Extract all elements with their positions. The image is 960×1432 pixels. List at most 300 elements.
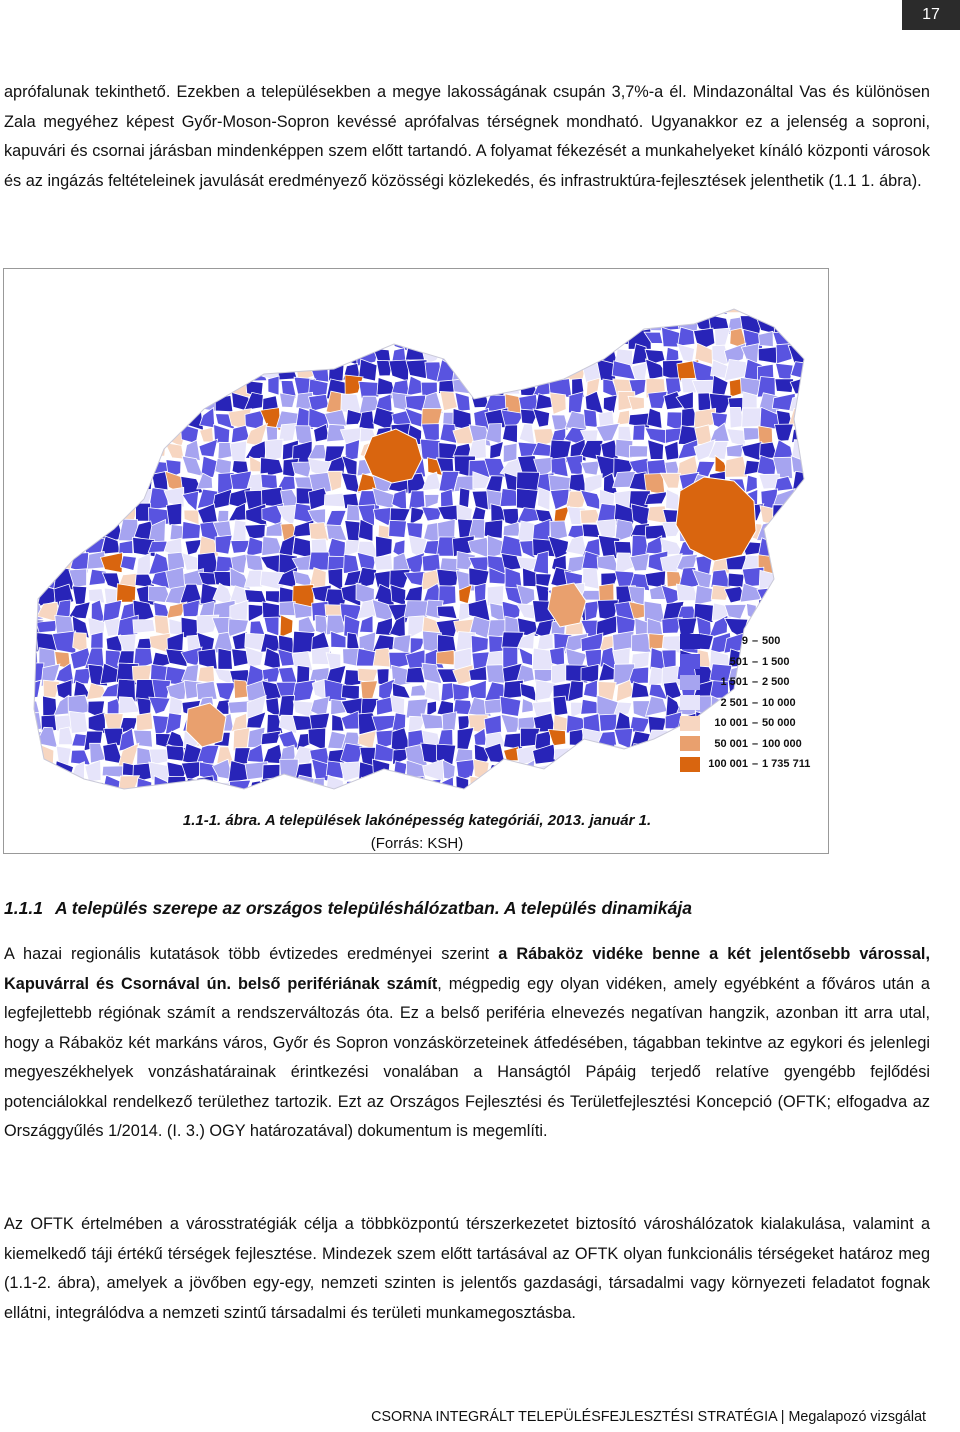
settlement-cell	[437, 330, 460, 348]
settlement-cell	[245, 524, 266, 539]
paragraph-bold-text: a Rábaköz vidéke benne a két jelentősebb várossal, Kapuvárral és Csornával ún. belső perifériának számít	[4, 945, 930, 993]
settlement-cell	[538, 327, 553, 345]
settlement-cell	[182, 328, 204, 351]
settlement-cell	[326, 330, 345, 351]
settlement-cell	[38, 536, 58, 556]
settlement-cell	[762, 791, 778, 814]
settlement-cell	[277, 344, 297, 366]
settlement-cell	[391, 695, 405, 715]
settlement-cell	[164, 376, 187, 399]
settlement-cell	[724, 781, 743, 798]
settlement-cell	[276, 334, 296, 347]
settlement-cell	[597, 764, 617, 777]
paragraph-text: A hazai regionális kutatások több évtizedes eredményei szerint	[4, 945, 499, 963]
settlement-cell	[89, 472, 105, 491]
settlement-cell	[500, 489, 518, 507]
settlement-cell	[805, 458, 823, 477]
settlement-cell	[25, 391, 44, 414]
settlement-cell	[36, 620, 57, 632]
settlement-cell	[119, 425, 139, 447]
settlement-cell	[52, 456, 69, 475]
settlement-cell	[149, 794, 168, 813]
settlement-cell	[584, 409, 598, 427]
settlement-cell	[263, 792, 283, 812]
settlement-cell	[729, 791, 747, 811]
settlement-cell	[116, 794, 133, 813]
settlement-cell	[344, 554, 360, 573]
settlement-cell	[23, 444, 43, 461]
settlement-cell	[645, 730, 668, 751]
settlement-cell	[389, 318, 410, 331]
legend-swatch	[680, 757, 700, 772]
settlement-cell	[116, 366, 139, 382]
settlement-cell	[535, 363, 551, 383]
settlement-cell	[406, 667, 425, 683]
settlement-cell	[581, 664, 599, 682]
settlement-cell	[504, 295, 518, 317]
settlement-cell	[789, 781, 812, 799]
settlement-cell	[102, 766, 124, 777]
settlement-cell	[249, 299, 265, 318]
settlement-cell	[440, 391, 457, 410]
settlement-cell	[648, 506, 667, 524]
settlement-cell	[628, 793, 648, 812]
settlement-cell	[21, 344, 43, 364]
settlement-cell	[23, 459, 44, 478]
settlement-cell	[504, 380, 520, 394]
settlement-cell	[150, 380, 171, 393]
legend-row	[680, 652, 820, 673]
settlement-cell	[132, 297, 150, 317]
settlement-cell	[728, 573, 744, 587]
settlement-cell	[53, 489, 75, 508]
settlement-cell	[213, 381, 233, 395]
settlement-cell	[389, 520, 407, 537]
settlement-cell	[805, 508, 822, 521]
settlement-cell	[678, 777, 699, 797]
settlement-cell	[230, 441, 247, 462]
settlement-cell	[486, 296, 503, 315]
settlement-cell	[612, 764, 635, 776]
settlement-cell	[811, 551, 828, 571]
settlement-cell	[759, 570, 778, 590]
settlement-cell	[569, 392, 584, 413]
settlement-cell	[41, 409, 59, 424]
settlement-cell	[484, 520, 503, 539]
settlement-cell	[166, 330, 187, 349]
intro-paragraph: aprófalunak tekinthető. Ezekben a településekben a megye lakosságának csupán 3,7%-a él. Mindazonáltal Vas és különösen Zala megyéhez képest Győr-Moson-Sopron kevéssé aprófalvas térségnek mondható. Ugyanakkor ez a jelenség a soproni, kapuvári és csornai járásban mindenképpen szem előtt tartandó. A folyamat fékezését a munkahelyeket kínáló központi városok és az ingázás feltételeinek javulását eredményező közösségi közlekedés, és infrastruktúra-fejlesztések jelenthetik (1.1 1. ábra).	[4, 83, 930, 190]
settlement-cell	[182, 301, 205, 316]
settlement-cell	[102, 346, 123, 366]
settlement-cell	[184, 344, 202, 367]
settlement-cell	[518, 791, 534, 814]
settlement-cell	[75, 457, 91, 476]
settlement-cell	[132, 346, 155, 367]
settlement-cell	[23, 505, 40, 526]
legend-swatch	[680, 634, 700, 649]
legend-min: 100 001	[708, 758, 748, 771]
settlement-cell	[310, 344, 327, 366]
settlement-cell	[772, 522, 795, 543]
settlement-cell	[199, 376, 219, 398]
legend-min: 2 501	[720, 696, 748, 709]
settlement-cell	[603, 328, 620, 349]
settlement-cell	[24, 361, 43, 382]
settlement-cell	[422, 554, 440, 571]
settlement-cell	[170, 792, 187, 813]
settlement-cell	[312, 314, 331, 333]
settlement-cell	[268, 376, 279, 395]
settlement-cell	[280, 393, 296, 408]
settlement-cell	[74, 330, 89, 345]
settlement-cell	[261, 474, 278, 489]
settlement-cell	[808, 392, 828, 410]
settlement-cell	[471, 347, 491, 365]
settlement-cell	[133, 620, 155, 634]
settlement-cell	[117, 312, 137, 334]
settlement-cell	[776, 296, 793, 317]
settlement-cell	[39, 761, 58, 782]
settlement-cell	[38, 429, 55, 445]
page-number: 17	[902, 0, 960, 30]
legend-max: 10 000	[762, 696, 796, 709]
settlement-cell	[167, 776, 187, 797]
settlement-cell	[329, 312, 345, 334]
settlement-cell	[198, 396, 217, 412]
settlement-cell	[20, 746, 40, 765]
settlement-cell	[548, 729, 565, 745]
settlement-cell	[565, 343, 586, 362]
settlement-cell	[100, 315, 116, 332]
figure-population-map	[3, 268, 829, 854]
settlement-cell	[342, 331, 363, 347]
settlement-cell	[676, 792, 699, 811]
settlement-cell	[149, 345, 168, 362]
settlement-cell	[184, 798, 200, 809]
settlement-cell	[102, 442, 117, 457]
settlement-cell	[91, 488, 107, 510]
settlement-cell	[649, 634, 664, 649]
legend-max: 1 500	[762, 655, 790, 668]
settlement-cell	[596, 423, 619, 441]
settlement-cell	[118, 398, 136, 415]
settlement-cell	[228, 300, 252, 314]
settlement-cell	[57, 777, 75, 798]
settlement-cell	[25, 425, 44, 446]
settlement-cell	[791, 362, 807, 380]
settlement-cell	[613, 648, 631, 666]
settlement-cell	[308, 728, 326, 751]
settlement-cell	[148, 409, 167, 428]
settlement-cell	[488, 765, 504, 782]
settlement-cell	[425, 494, 439, 508]
settlement-cell	[629, 761, 647, 781]
settlement-cell	[522, 699, 534, 713]
settlement-cell	[40, 778, 57, 796]
settlement-cell	[70, 525, 92, 538]
settlement-cell	[660, 746, 681, 764]
settlement-cell	[581, 461, 600, 475]
settlement-cell	[244, 361, 266, 382]
settlement-cell	[230, 343, 246, 361]
settlement-cell	[132, 330, 155, 348]
settlement-cell	[293, 537, 311, 558]
settlement-cell	[532, 776, 555, 792]
settlement-cell	[215, 346, 233, 366]
settlement-cell	[295, 296, 315, 316]
settlement-cell	[249, 781, 264, 796]
settlement-cell	[185, 396, 201, 412]
settlement-cell	[585, 601, 600, 621]
settlement-cell	[583, 316, 602, 334]
settlement-cell	[376, 328, 393, 349]
settlement-cell	[794, 489, 812, 511]
settlement-cell	[423, 795, 440, 810]
settlement-cell	[806, 311, 825, 335]
settlement-cell	[806, 328, 827, 351]
settlement-cell	[453, 345, 472, 364]
settlement-cell	[503, 425, 518, 443]
settlement-cell	[469, 680, 486, 698]
settlement-cell	[53, 408, 72, 429]
settlement-cell	[600, 311, 617, 328]
legend-dash: –	[751, 717, 759, 730]
settlement-cell	[346, 505, 360, 521]
settlement-cell	[599, 714, 617, 731]
settlement-cell	[501, 360, 519, 379]
settlement-cell	[85, 508, 108, 525]
settlement-cell	[103, 380, 122, 398]
settlement-cell	[358, 668, 378, 682]
settlement-cell	[137, 410, 155, 429]
settlement-cell	[487, 776, 504, 798]
settlement-cell	[791, 585, 805, 605]
settlement-cell	[72, 586, 86, 604]
legend-dash: –	[751, 655, 759, 668]
settlement-cell	[150, 426, 170, 444]
settlement-cell	[692, 296, 715, 316]
settlement-cell	[230, 361, 251, 383]
settlement-cell	[758, 347, 778, 364]
settlement-cell	[774, 776, 791, 795]
settlement-cell	[453, 378, 470, 394]
settlement-cell	[708, 776, 728, 797]
settlement-cell	[776, 602, 795, 623]
settlement-cell	[233, 520, 246, 542]
settlement-cell	[375, 314, 394, 331]
settlement-cell	[442, 712, 457, 730]
legend-row	[680, 754, 820, 775]
settlement-cell	[537, 634, 553, 651]
settlement-cell	[22, 471, 42, 490]
settlement-cell	[485, 349, 508, 362]
settlement-cell	[137, 553, 151, 574]
settlement-cell	[808, 424, 828, 446]
settlement-cell	[475, 376, 490, 399]
settlement-cell	[121, 556, 137, 571]
settlement-cell	[247, 344, 266, 366]
settlement-cell	[70, 443, 87, 457]
settlement-cell	[280, 615, 293, 638]
settlement-cell	[807, 798, 825, 811]
settlement-cell	[404, 777, 425, 798]
settlement-cell	[534, 298, 555, 317]
settlement-cell	[517, 344, 538, 361]
settlement-cell	[517, 359, 535, 380]
settlement-cell	[102, 456, 121, 479]
settlement-cell	[39, 346, 54, 366]
settlement-cell	[101, 504, 120, 527]
settlement-cell	[374, 555, 393, 570]
settlement-cell	[772, 567, 794, 587]
settlement-cell	[219, 360, 233, 383]
settlement-cell	[693, 777, 715, 797]
settlement-cell	[118, 776, 140, 798]
settlement-cell	[726, 444, 743, 457]
legend-max: 50 000	[762, 717, 796, 730]
settlement-cell	[362, 777, 379, 796]
settlement-cell	[21, 780, 41, 794]
settlement-cell	[776, 363, 794, 380]
settlement-cell	[198, 330, 219, 350]
settlement-cell	[393, 761, 407, 779]
settlement-cell	[468, 328, 487, 348]
settlement-cell	[773, 505, 794, 526]
settlement-cell	[634, 744, 649, 763]
settlement-cell	[567, 776, 585, 795]
settlement-cell	[661, 296, 682, 314]
legend-max: 1 735 711	[762, 758, 811, 771]
settlement-cell	[740, 792, 761, 813]
settlement-cell	[437, 569, 459, 588]
legend-row	[680, 672, 820, 693]
settlement-cell	[805, 490, 824, 511]
settlement-cell	[100, 410, 122, 429]
settlement-cell	[261, 331, 281, 345]
settlement-cell	[630, 446, 648, 458]
settlement-cell	[55, 523, 73, 539]
settlement-cell	[459, 297, 475, 318]
settlement-cell	[38, 399, 59, 412]
settlement-cell	[404, 795, 424, 813]
settlement-cell	[88, 332, 107, 348]
settlement-cell	[312, 333, 330, 345]
settlement-cell	[260, 347, 279, 367]
settlement-cell	[612, 745, 636, 764]
settlement-cell	[695, 791, 711, 812]
settlement-cell	[232, 329, 247, 348]
settlement-cell	[422, 332, 442, 350]
settlement-cell	[27, 488, 41, 509]
settlement-cell	[789, 504, 807, 522]
settlement-cell	[586, 331, 598, 350]
settlement-cell	[21, 410, 41, 430]
settlement-cell	[599, 584, 614, 602]
figure-caption: 1.1-1. ábra. A települések lakónépesség kategóriái, 2013. január 1.	[182, 812, 652, 829]
settlement-cell	[133, 441, 153, 460]
settlement-cell	[472, 365, 490, 383]
settlement-cell	[121, 379, 136, 394]
settlement-cell	[198, 793, 220, 810]
settlement-cell	[788, 521, 808, 543]
settlement-cell	[568, 681, 584, 702]
settlement-cell	[806, 346, 827, 367]
settlement-cell	[410, 312, 422, 330]
settlement-cell	[165, 396, 184, 413]
paragraph-text: , mégpedig egy olyan vidéken, amely egyébként a főváros után a legfejlettebb régiónak számít a rendszerváltozás óta. Ez a belső periféria elnevezés negatívan hangzik, azonban itt arra utal, hogy a Rábaköz két markáns város, Győr és Sopron vonzáskörzeteinek átfedésében, tágabban tekintve az egykori és jelenlegi megyeszékhelyek vonzáshatárainak érintkezési vonalában a Hanságtól Pápáig terjedő relatíve gyengébb fejlődési potenciálokkal rendelkező területhez tartozik. Ezt az Országos Fejlesztési és Területfejlesztési Koncepció (OFTK; elfogadva az Országgyűlés 1/2014. (I. 3.) OGY határozatával) dokumentum is megemlíti.	[4, 974, 930, 1140]
settlement-cell	[583, 792, 597, 812]
settlement-cell	[213, 312, 235, 330]
settlement-cell	[361, 681, 378, 700]
settlement-cell	[551, 316, 571, 335]
settlement-cell	[136, 424, 153, 445]
settlement-cell	[153, 299, 168, 315]
settlement-cell	[68, 602, 90, 619]
rabakoz-paragraph	[4, 940, 930, 1147]
settlement-cell	[614, 782, 635, 797]
settlement-cell	[201, 360, 215, 383]
city-sopron-area	[364, 429, 422, 483]
settlement-cell	[166, 746, 185, 762]
settlement-cell	[26, 334, 42, 349]
settlement-cell	[36, 444, 59, 463]
settlement-cell	[490, 329, 504, 351]
settlement-cell	[327, 344, 343, 367]
settlement-cell	[517, 489, 539, 510]
settlement-cell	[453, 329, 476, 347]
settlement-cell	[71, 408, 87, 424]
settlement-cell	[264, 617, 279, 636]
settlement-cell	[484, 715, 501, 735]
settlement-cell	[150, 392, 172, 413]
settlement-cell	[360, 297, 373, 315]
settlement-cell	[311, 539, 327, 554]
settlement-cell	[277, 299, 300, 317]
settlement-cell	[56, 343, 74, 364]
legend-min: 9	[741, 635, 748, 648]
settlement-cell	[711, 295, 727, 314]
settlement-cell	[68, 360, 90, 379]
settlement-cell	[536, 795, 553, 814]
settlement-cell	[283, 311, 300, 333]
settlement-cell	[89, 589, 105, 604]
settlement-cell	[71, 750, 91, 765]
settlement-cell	[91, 297, 106, 318]
settlement-cell	[455, 393, 470, 412]
settlement-cell	[426, 300, 443, 315]
settlement-cell	[569, 729, 583, 745]
settlement-cell	[538, 764, 555, 780]
settlement-cell	[137, 376, 155, 395]
legend-max: 2 500	[762, 676, 790, 689]
settlement-cell	[293, 792, 312, 812]
legend-row	[680, 734, 820, 755]
settlement-cell	[533, 315, 549, 334]
settlement-cell	[792, 570, 811, 587]
settlement-cell	[197, 776, 216, 795]
settlement-cell	[389, 360, 409, 382]
settlement-cell	[504, 312, 520, 331]
settlement-cell	[71, 379, 89, 393]
settlement-cell	[601, 296, 618, 315]
settlement-cell	[182, 312, 203, 334]
settlement-cell	[326, 296, 348, 316]
settlement-cell	[102, 488, 124, 511]
settlement-cell	[587, 347, 599, 360]
settlement-cell	[261, 777, 281, 797]
settlement-cell	[166, 349, 187, 367]
settlement-cell	[120, 488, 136, 509]
